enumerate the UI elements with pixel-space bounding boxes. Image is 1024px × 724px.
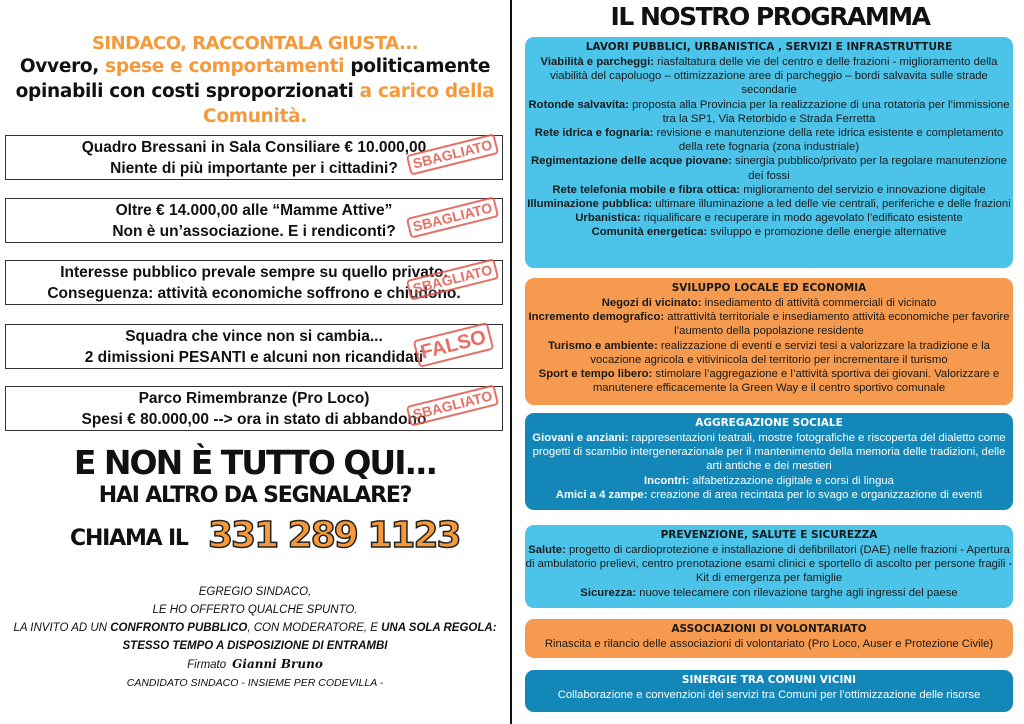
- program-panel: [525, 278, 1013, 405]
- intro-part: Ovvero,: [19, 56, 106, 77]
- item-text: insediamento di attività commerciali di vicinato: [701, 297, 937, 309]
- item-text: riasfaltatura delle vie del centro e delle frazioni - miglioramento della viabilità del capoluogo – ottimizzazione aree di parcheggio – bordi salvavita sulle strade secondarie: [550, 56, 998, 97]
- claim-box: [5, 135, 503, 180]
- item-text: riqualificare e recuperare in modo agevolato l’edificato esistente: [640, 212, 963, 225]
- big-headline: E NON È TUTTO QUI...: [73, 443, 437, 482]
- program-panel: [525, 413, 1013, 510]
- program-item: [525, 474, 1013, 488]
- program-item: [525, 55, 1013, 98]
- item-text: ultimare illuminazione a led delle vie centrali, periferiche e delle frazioni: [652, 198, 1011, 211]
- item-label: Comunità energetica:: [591, 226, 708, 239]
- item-label: Sicurezza:: [580, 586, 637, 599]
- call-label: CHIAMA IL: [70, 526, 188, 551]
- item-text: stimolare l’aggregazione e l’attività sportiva dei giovani. Valorizzare e manutenere efficacemente la Green Way e il centro sportivo comunale: [592, 368, 1000, 395]
- divider: [510, 0, 512, 724]
- claim-box: [5, 198, 503, 243]
- claim-box: [5, 260, 503, 305]
- panel-heading: SINERGIE TRA COMUNI VICINI: [681, 674, 857, 686]
- signature: Gianni Bruno: [232, 657, 323, 671]
- heading: SINDACO, RACCONTALA GIUSTA...: [91, 33, 419, 54]
- item-label: Urbanistica:: [575, 212, 641, 225]
- stamp: FALSO: [413, 322, 494, 368]
- item-label: Negozi di vicinato:: [601, 297, 702, 309]
- program-item: [525, 367, 1013, 395]
- item-text: realizzazione di eventi e servizi tesi a valorizzare la tradizione e la vocazione agricola e vitivinicola del territorio per incrementare il turismo: [590, 339, 990, 366]
- program-panel: [525, 670, 1013, 712]
- program-panel: [525, 37, 1013, 268]
- program-item: [525, 339, 1013, 367]
- stamp: SBAGLIATO: [406, 384, 500, 426]
- item-label: Amici a 4 zampe:: [555, 488, 648, 501]
- program-item: [525, 543, 1013, 586]
- panel-heading: PREVENZIONE, SALUTE E SICUREZZA: [660, 529, 878, 541]
- item-label: Rete telefonia mobile e fibra ottica:: [552, 183, 741, 196]
- phone-number[interactable]: 331 289 1123: [208, 515, 460, 556]
- claim-line: Interesse pubblico prevale sempre su quello privato.: [60, 264, 448, 281]
- claim-box: [5, 386, 503, 431]
- claim-line: Squadra che vince non si cambia...: [125, 328, 383, 345]
- item-text: sviluppo e promozione delle energie alternative: [707, 226, 947, 239]
- item-label: Regimentazione delle acque piovane:: [531, 155, 732, 168]
- program-item: [525, 637, 1013, 651]
- claim-line: Quadro Bressani in Sala Consiliare € 10.000,00: [81, 139, 427, 156]
- text: STESSO TEMPO A DISPOSIZIONE DI ENTRAMBI: [122, 640, 388, 652]
- item-label: Turismo e ambiente:: [548, 339, 658, 352]
- intro-part: spese e comportamenti: [105, 56, 345, 77]
- claim-line: Parco Rimembranze (Pro Loco): [138, 390, 370, 407]
- letter-line: LE HO OFFERTO QUALCHE SPUNTO.: [152, 604, 358, 616]
- item-text: Rinascita e rilancio delle associazioni di volontariato (Pro Loco, Auser e Protezione Civile): [544, 638, 994, 650]
- intro-text: [10, 54, 500, 129]
- program-item: [525, 310, 1013, 338]
- stamp: SBAGLIATO: [406, 258, 500, 300]
- program-item: [525, 154, 1013, 182]
- item-label: Giovani e anziani:: [532, 432, 629, 444]
- signature-line: [0, 655, 510, 674]
- program-title: IL NOSTRO PROGRAMMA: [610, 2, 930, 31]
- item-label: Incontri:: [644, 474, 690, 487]
- intro-part: a carico della Comunità.: [203, 81, 495, 127]
- claim-line: Oltre € 14.000,00 alle “Mamme Attive”: [115, 202, 393, 219]
- left-column: [0, 0, 510, 724]
- letter-line: EGREGIO SINDACO,: [198, 586, 312, 598]
- program-item: [525, 586, 1013, 600]
- item-text: rappresentazioni teatrali, mostre fotografiche e riscoperta del dialetto come progetti di scambio intergenerazionale per il mantenimento della memoria delle tradizioni, delle arti antiche e dei mestieri: [532, 432, 1006, 473]
- item-text: alfabetizzazione digitale e corsi di lingua: [689, 474, 894, 487]
- claim-box: [5, 324, 503, 369]
- item-label: Sport e tempo libero:: [538, 368, 653, 381]
- program-item: [525, 98, 1013, 126]
- program-item: [525, 488, 1013, 502]
- text: , CON MODERATORE, E: [247, 622, 382, 634]
- item-text: attrattività territoriale e insediamento attività economiche per favorire l’aumento della popolazione residente: [664, 311, 1010, 338]
- text: LA INVITO AD UN: [13, 622, 111, 634]
- signed-label: Firmato: [187, 659, 227, 671]
- item-label: Incremento demografico:: [528, 311, 665, 324]
- program-item: [525, 688, 1013, 702]
- program-item: [525, 431, 1013, 474]
- candidate-role: CANDIDATO SINDACO - INSIEME PER CODEVILLA -: [126, 677, 384, 689]
- item-label: Salute:: [528, 544, 566, 556]
- panel-heading: LAVORI PUBBLICI, URBANISTICA , SERVIZI E INFRASTRUTTURE: [585, 41, 953, 53]
- program-item: [525, 296, 1013, 310]
- text: UNA SOLA REGOLA:: [381, 622, 497, 634]
- item-text: proposta alla Provincia per la realizzazione di una rotatoria per l’immissione tra la SP1, Via Retorbido e Strada Ferretta: [628, 98, 1010, 125]
- item-label: Rete idrica e fognaria:: [534, 127, 654, 140]
- stamp: SBAGLIATO: [406, 133, 500, 175]
- intro-part: politicamente opinabili con costi sproporzionati: [15, 56, 491, 102]
- program-item: [525, 211, 1013, 225]
- item-label: Rotonde salvavita:: [528, 98, 629, 111]
- sub-headline: HAI ALTRO DA SEGNALARE?: [98, 483, 412, 508]
- item-text: nuove telecamere con rilevazione targhe agli ingressi del paese: [636, 586, 958, 599]
- letter: [0, 583, 510, 692]
- right-column: [520, 0, 1020, 724]
- program-panel: [525, 619, 1013, 658]
- text: CONFRONTO PUBBLICO: [110, 622, 248, 634]
- panel-heading: ASSOCIAZIONI DI VOLONTARIATO: [671, 623, 867, 635]
- letter-line: [0, 619, 510, 637]
- program-item: [525, 225, 1013, 239]
- program-item: [525, 183, 1013, 197]
- letter-line: [0, 637, 510, 655]
- item-text: progetto di cardioprotezione e installazione di defibrillatori (DAE) nelle frazioni - Apertura di ambulatorio prelievi, centro prenotazione esami clinici e sportello di ascolto per persone fragili - Kit di emergenza per famiglie: [525, 544, 1013, 585]
- claim-line: 2 dimissioni PESANTI e alcuni non ricandidati: [84, 349, 424, 366]
- item-text: miglioramento del servizio e innovazione digitale: [740, 183, 986, 196]
- panel-heading: SVILUPPO LOCALE ED ECONOMIA: [671, 282, 867, 294]
- item-label: Illuminazione pubblica:: [527, 198, 653, 211]
- item-text: Collaborazione e convenzioni dei servizi tra Comuni per l’ottimizzazione delle risorse: [557, 689, 981, 701]
- program-item: [525, 126, 1013, 154]
- item-label: Viabilità e parcheggi:: [540, 56, 654, 68]
- program-panel: [525, 525, 1013, 608]
- item-text: sinergia pubblico/privato per la regolare manutenzione dei fossi: [731, 155, 1007, 182]
- panel-heading: AGGREGAZIONE SOCIALE: [695, 417, 843, 429]
- claim-line: Niente di più importante per i cittadini?: [110, 160, 398, 177]
- item-text: revisione e manutenzione della rete idrica esistente e completamento della rete fognaria (zona industriale): [653, 127, 1004, 154]
- item-text: creazione di area recintata per lo svago e organizzazione di eventi: [647, 488, 983, 501]
- stamp: SBAGLIATO: [406, 196, 500, 238]
- claim-line: Conseguenza: attività economiche soffrono e chiudono.: [47, 285, 461, 302]
- program-item: [525, 197, 1013, 211]
- claim-line: Non è un’associazione. E i rendiconti?: [112, 223, 396, 240]
- claim-line: Spesi € 80.000,00 --> ora in stato di abbandono: [81, 411, 427, 428]
